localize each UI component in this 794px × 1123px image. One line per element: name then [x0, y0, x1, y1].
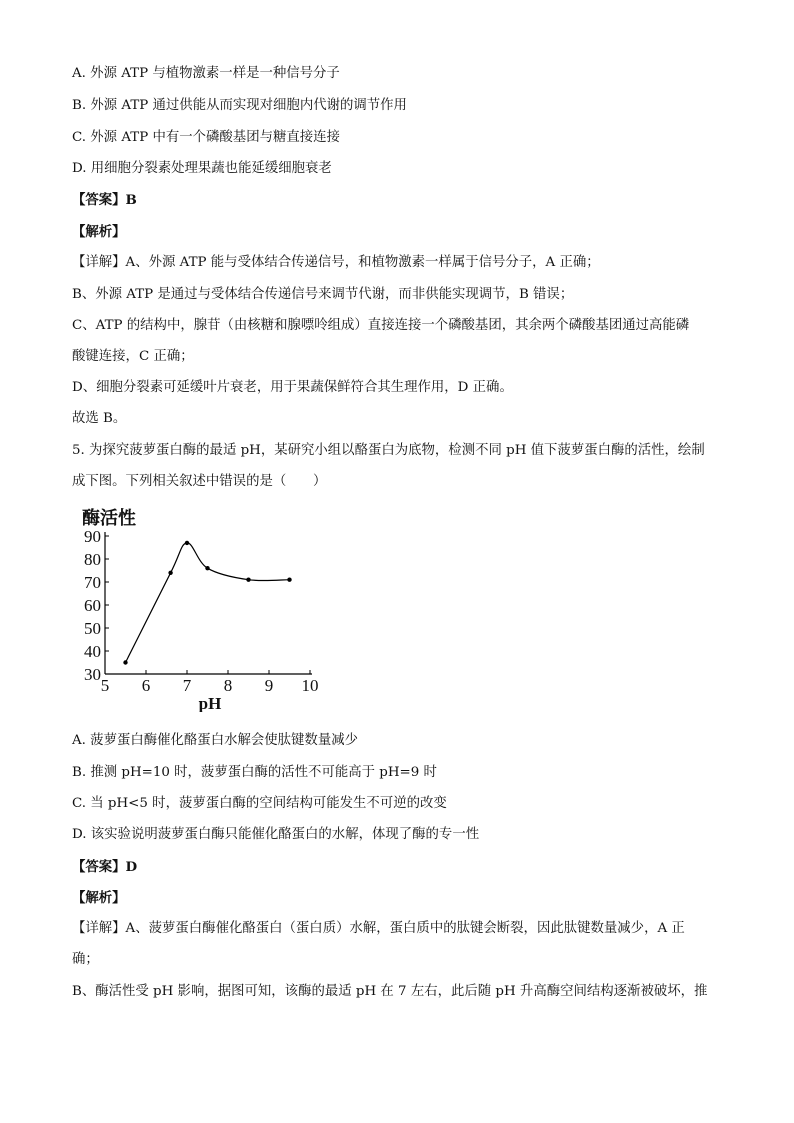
- q5-answer: 【答案】D: [72, 859, 138, 875]
- y-tick-label: 40: [84, 642, 101, 661]
- q5-option-c: C. 当 pH<5 时，菠萝蛋白酶的空间结构可能发生不可逆的改变: [72, 796, 447, 811]
- q5-stem-line: 5. 为探究菠萝蛋白酶的最适 pH，某研究小组以酪蛋白为底物，检测不同 pH 值下菠萝蛋白酶的活性，绘制: [72, 443, 705, 458]
- x-tick-label: 9: [264, 676, 274, 695]
- q4-option-b: B. 外源 ATP 通过供能从而实现对细胞内代谢的调节作用: [72, 98, 407, 113]
- x-tick-label: 6: [141, 676, 151, 695]
- x-tick-label: 10: [301, 676, 319, 695]
- activity-line: [126, 543, 290, 663]
- x-tick-label: 8: [223, 676, 233, 695]
- q4-detail-line: D、细胞分裂素可延缓叶片衰老，用于果蔬保鲜符合其生理作用，D 正确。: [72, 380, 513, 395]
- x-tick-label: 5: [100, 676, 110, 695]
- q5-detail-line: 【详解】A、菠萝蛋白酶催化酪蛋白（蛋白质）水解，蛋白质中的肽键会断裂，因此肽键数量减少，A 正: [72, 921, 685, 936]
- q4-detail-line: C、ATP 的结构中，腺苷（由核糖和腺嘌呤组成）直接连接一个磷酸基团，其余两个磷酸基团通过高能磷: [72, 318, 690, 333]
- data-point: [168, 571, 172, 575]
- q5-option-a: A. 菠萝蛋白酶催化酪蛋白水解会使肽键数量减少: [72, 733, 358, 748]
- enzyme-activity-chart: [70, 502, 330, 712]
- data-point: [287, 578, 291, 582]
- q5-option-b: B. 推测 pH=10 时，菠萝蛋白酶的活性不可能高于 pH=9 时: [72, 765, 437, 780]
- data-point: [123, 660, 127, 664]
- x-tick-label: 7: [182, 676, 192, 695]
- data-point: [246, 578, 250, 582]
- q5-option-d: D. 该实验说明菠萝蛋白酶只能催化酪蛋白的水解，体现了酶的专一性: [72, 827, 480, 842]
- q4-option-d: D. 用细胞分裂素处理果蔬也能延缓细胞衰老: [72, 161, 332, 176]
- y-tick-label: 70: [84, 573, 101, 592]
- q4-answer: 【答案】B: [72, 192, 137, 208]
- q5-detail-line: 确；: [72, 952, 99, 967]
- q5-stem-line: 成下图。下列相关叙述中错误的是（ ）: [72, 474, 327, 489]
- y-tick-label: 50: [84, 619, 101, 638]
- y-axis-label: 酶活性: [82, 508, 136, 528]
- q4-analysis-label: 【解析】: [72, 224, 126, 240]
- y-tick-label: 90: [84, 527, 101, 546]
- y-tick-label: 60: [84, 596, 101, 615]
- y-tick-label: 80: [84, 550, 101, 569]
- q5-detail-line: B、酶活性受 pH 影响，据图可知，该酶的最适 pH 在 7 左右，此后随 pH 升高酶空间结构逐渐被破坏，推: [72, 984, 708, 999]
- q4-detail-line: 【详解】A、外源 ATP 能与受体结合传递信号，和植物激素一样属于信号分子，A 正确；: [72, 255, 600, 270]
- q4-detail-line: B、外源 ATP 是通过与受体结合传递信号来调节代谢，而非供能实现调节，B 错误；: [72, 287, 574, 302]
- y-tick-label: 30: [84, 665, 101, 684]
- q4-option-a: A. 外源 ATP 与植物激素一样是一种信号分子: [72, 66, 340, 81]
- x-axis-label: pH: [198, 694, 222, 712]
- data-point: [205, 566, 209, 570]
- chart-axes: [105, 532, 312, 674]
- series-points: [123, 541, 291, 665]
- q4-detail-line: 故选 B。: [72, 411, 127, 426]
- q4-detail-line: 酸键连接，C 正确；: [72, 349, 194, 364]
- data-point: [185, 541, 189, 545]
- q4-option-c: C. 外源 ATP 中有一个磷酸基团与糖直接连接: [72, 130, 340, 145]
- q5-analysis-label: 【解析】: [72, 890, 126, 906]
- series-line: [126, 543, 290, 663]
